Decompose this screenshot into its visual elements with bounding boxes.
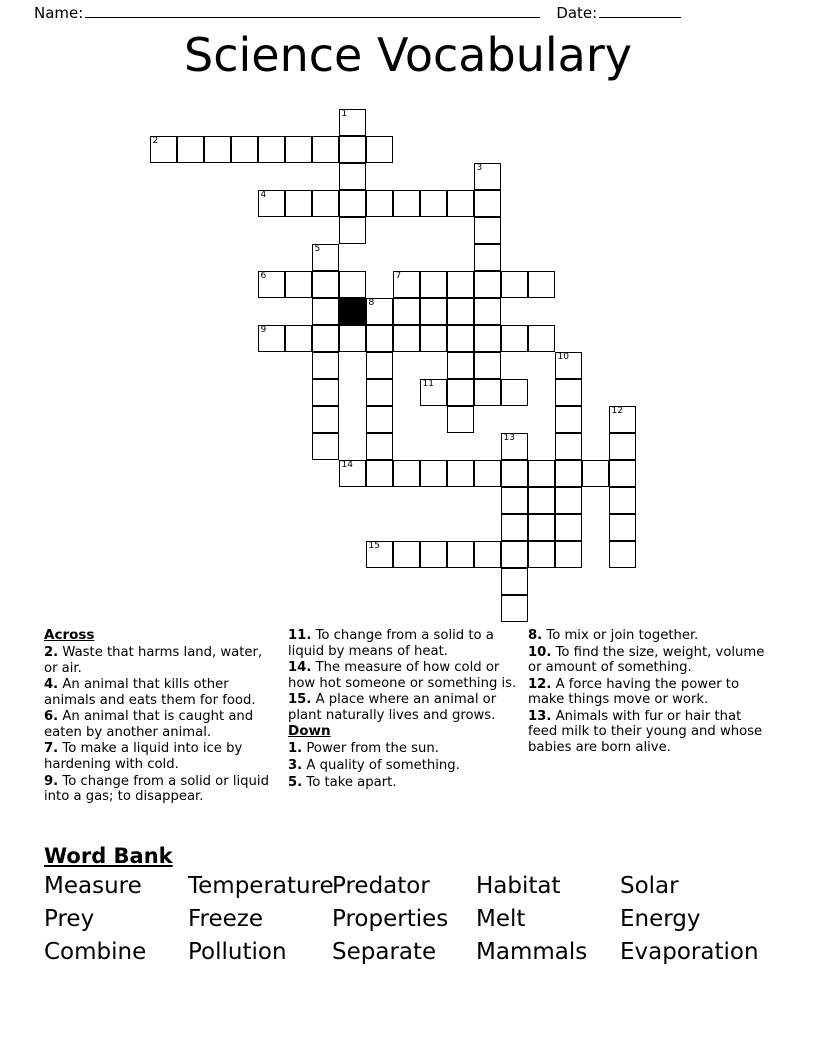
cell-number: 6: [260, 271, 267, 281]
crossword-cell[interactable]: [339, 190, 366, 217]
crossword-cell[interactable]: [339, 325, 366, 352]
crossword-cell[interactable]: [609, 541, 636, 568]
clue-text: To change from a solid or liquid into a gas; to disappear.: [44, 773, 269, 805]
crossword-cell[interactable]: [420, 541, 447, 568]
clue-number: 14.: [288, 660, 312, 676]
crossword-cell[interactable]: [501, 568, 528, 595]
crossword-cell[interactable]: [501, 541, 528, 568]
crossword-cell[interactable]: [312, 325, 339, 352]
crossword-cell[interactable]: [555, 541, 582, 568]
crossword-cell[interactable]: [393, 298, 420, 325]
crossword-cell[interactable]: [177, 136, 204, 163]
word-bank-word: Habitat: [476, 873, 561, 900]
crossword-cell[interactable]: [609, 487, 636, 514]
cell-number: 11: [422, 379, 434, 389]
crossword-cell[interactable]: [285, 190, 312, 217]
clue-number: 13.: [528, 708, 552, 724]
clue-number: 5.: [288, 774, 303, 790]
crossword-cell[interactable]: [231, 136, 258, 163]
crossword-block: [339, 298, 366, 325]
crossword-cell[interactable]: [420, 325, 447, 352]
page-title: Science Vocabulary: [184, 28, 632, 82]
cell-number: 10: [557, 352, 569, 362]
crossword-cell[interactable]: [555, 460, 582, 487]
crossword-cell[interactable]: [582, 460, 609, 487]
clue-number: 7.: [44, 741, 59, 757]
clue-down-3: [288, 758, 518, 774]
crossword-cell[interactable]: [501, 595, 528, 622]
word-bank-word: Combine: [44, 939, 147, 966]
clue-across-7: [44, 741, 278, 772]
crossword-cell[interactable]: [312, 136, 339, 163]
crossword-cell[interactable]: [366, 298, 393, 325]
crossword-cell[interactable]: [555, 487, 582, 514]
crossword-cell[interactable]: [447, 271, 474, 298]
word-bank-word: Pollution: [188, 939, 287, 966]
crossword-cell[interactable]: [312, 190, 339, 217]
clue-text: To find the size, weight, volume or amount of something.: [528, 644, 765, 676]
crossword-cell[interactable]: [501, 514, 528, 541]
word-bank-word: Freeze: [188, 906, 264, 933]
cell-number: 1: [341, 109, 348, 119]
crossword-cell[interactable]: [339, 109, 366, 136]
clue-number: 4.: [44, 677, 59, 693]
crossword-cell[interactable]: [366, 460, 393, 487]
crossword-cell[interactable]: [420, 379, 447, 406]
word-bank-word: Melt: [476, 906, 526, 933]
crossword-cell[interactable]: [474, 325, 501, 352]
clue-across-11: [288, 628, 518, 659]
word-bank-word: Prey: [44, 906, 95, 933]
clue-number: 6.: [44, 709, 59, 725]
crossword-cell[interactable]: [474, 163, 501, 190]
clue-text: Waste that harms land, water, or air.: [44, 644, 263, 676]
clue-number: 9.: [44, 773, 59, 789]
clue-section: [44, 628, 784, 806]
cell-number: 8: [368, 298, 375, 308]
clue-number: 1.: [288, 741, 303, 757]
crossword-cell[interactable]: [285, 271, 312, 298]
crossword-cell[interactable]: [258, 136, 285, 163]
crossword-cell[interactable]: [366, 406, 393, 433]
crossword-cell[interactable]: [393, 541, 420, 568]
clue-text: The measure of how cold or how hot someone or something is.: [288, 660, 517, 691]
crossword-cell[interactable]: [258, 325, 285, 352]
down-heading: Down: [288, 723, 331, 740]
crossword-cell[interactable]: [501, 487, 528, 514]
word-bank-word: Mammals: [476, 939, 588, 966]
crossword-cell[interactable]: [474, 352, 501, 379]
clue-down-5: [288, 775, 518, 791]
cell-number: 14: [341, 460, 353, 470]
crossword-cell[interactable]: [339, 163, 366, 190]
crossword-cell[interactable]: [528, 271, 555, 298]
clue-text: Animals with fur or hair that feed milk to their young and whose babies are born alive.: [528, 708, 763, 756]
crossword-cell[interactable]: [420, 271, 447, 298]
word-bank-word: Energy: [620, 906, 701, 933]
cell-number: 4: [260, 190, 267, 200]
crossword-cell[interactable]: [312, 406, 339, 433]
crossword-cell[interactable]: [258, 271, 285, 298]
crossword-cell[interactable]: [474, 460, 501, 487]
clue-column-2: [288, 628, 528, 791]
clue-across-9: [44, 774, 278, 805]
crossword-cell[interactable]: [501, 460, 528, 487]
crossword-cell[interactable]: [501, 379, 528, 406]
crossword-cell[interactable]: [420, 460, 447, 487]
word-bank: [44, 845, 784, 966]
clue-number: 2.: [44, 644, 59, 660]
crossword-cell[interactable]: [393, 271, 420, 298]
clue-text: A quality of something.: [306, 757, 460, 773]
crossword-cell[interactable]: [501, 325, 528, 352]
clue-across-15: [288, 692, 518, 723]
crossword-cell[interactable]: [501, 271, 528, 298]
crossword-cell[interactable]: [474, 379, 501, 406]
crossword-cell[interactable]: [204, 136, 231, 163]
crossword-cell[interactable]: [474, 541, 501, 568]
clue-number: 3.: [288, 757, 303, 773]
crossword-cell[interactable]: [474, 244, 501, 271]
clue-column-3: [528, 628, 778, 757]
cell-number: 12: [611, 406, 623, 416]
word-bank-word: Temperature: [188, 873, 334, 900]
crossword-cell[interactable]: [474, 190, 501, 217]
crossword-cell[interactable]: [339, 460, 366, 487]
crossword-cell[interactable]: [393, 325, 420, 352]
crossword-cell[interactable]: [528, 541, 555, 568]
crossword-cell[interactable]: [366, 433, 393, 460]
clue-down-10: [528, 645, 768, 676]
cell-number: 5: [314, 244, 321, 254]
crossword-cell[interactable]: [528, 325, 555, 352]
clue-text: An animal that is caught and eaten by another animal.: [44, 709, 254, 740]
clue-text: An animal that kills other animals and eats them for food.: [44, 677, 256, 708]
clue-down-12: [528, 677, 768, 708]
crossword-cell[interactable]: [609, 514, 636, 541]
word-bank-word: Measure: [44, 873, 142, 900]
clue-across-14: [288, 660, 518, 691]
crossword-cell[interactable]: [366, 325, 393, 352]
crossword-cell[interactable]: [447, 541, 474, 568]
cell-number: 7: [395, 271, 402, 281]
clue-number: 8.: [528, 628, 543, 643]
crossword-cell[interactable]: [339, 217, 366, 244]
cell-number: 9: [260, 325, 267, 335]
crossword-cell[interactable]: [447, 406, 474, 433]
crossword-cell[interactable]: [447, 190, 474, 217]
crossword-cell[interactable]: [447, 352, 474, 379]
clue-text: Power from the sun.: [306, 741, 439, 757]
crossword-cell[interactable]: [528, 514, 555, 541]
crossword-cell[interactable]: [366, 352, 393, 379]
clue-number: 10.: [528, 644, 552, 660]
crossword-cell[interactable]: [366, 190, 393, 217]
crossword-cell[interactable]: [528, 487, 555, 514]
clue-column-1: [44, 628, 288, 806]
crossword-cell[interactable]: [150, 136, 177, 163]
crossword-cell[interactable]: [501, 433, 528, 460]
cell-number: 3: [476, 163, 483, 173]
clue-number: 12.: [528, 676, 552, 692]
crossword-cell[interactable]: [312, 298, 339, 325]
crossword-cell[interactable]: [609, 406, 636, 433]
crossword-cell[interactable]: [366, 541, 393, 568]
word-bank-word: Solar: [620, 873, 679, 900]
crossword-cell[interactable]: [285, 325, 312, 352]
crossword-cell[interactable]: [285, 136, 312, 163]
crossword-cell[interactable]: [312, 271, 339, 298]
crossword-cell[interactable]: [447, 460, 474, 487]
crossword-cell[interactable]: [474, 217, 501, 244]
crossword-cell[interactable]: [609, 433, 636, 460]
clue-text: To make a liquid into ice by hardening with cold.: [44, 741, 243, 772]
clue-text: To take apart.: [306, 774, 397, 790]
crossword-cell[interactable]: [393, 460, 420, 487]
word-bank-word: Predator: [332, 873, 430, 900]
crossword-cell[interactable]: [528, 460, 555, 487]
crossword-cell[interactable]: [366, 136, 393, 163]
crossword-cell[interactable]: [393, 190, 420, 217]
crossword-cell[interactable]: [339, 271, 366, 298]
clue-down-8: [528, 628, 768, 644]
crossword-cell[interactable]: [474, 271, 501, 298]
word-bank-word: Properties: [332, 906, 449, 933]
word-bank-word: Separate: [332, 939, 437, 966]
crossword-cell[interactable]: [555, 433, 582, 460]
name-label: Name:: [34, 4, 84, 22]
crossword-cell[interactable]: [366, 379, 393, 406]
crossword-cell[interactable]: [555, 514, 582, 541]
crossword-cell[interactable]: [474, 298, 501, 325]
date-label: Date:: [556, 4, 598, 22]
clue-text: To mix or join together.: [546, 628, 699, 643]
crossword-cell[interactable]: [609, 460, 636, 487]
crossword-cell[interactable]: [420, 190, 447, 217]
clue-across-6: [44, 709, 278, 740]
crossword-cell[interactable]: [312, 379, 339, 406]
clue-number: 15.: [288, 692, 312, 708]
clue-down-13: [528, 709, 768, 756]
crossword-cell[interactable]: [312, 244, 339, 271]
crossword-cell[interactable]: [555, 379, 582, 406]
crossword-cell[interactable]: [420, 298, 447, 325]
crossword-cell[interactable]: [312, 352, 339, 379]
crossword-cell[interactable]: [555, 406, 582, 433]
cell-number: 15: [368, 541, 380, 551]
clue-text: A place where an animal or plant naturally lives and grows.: [288, 692, 497, 723]
clue-number: 11.: [288, 628, 312, 643]
clue-down-1: [288, 741, 518, 757]
crossword-cell[interactable]: [258, 190, 285, 217]
clue-across-4: [44, 677, 278, 708]
crossword-cell[interactable]: [447, 298, 474, 325]
cell-number: 2: [152, 136, 159, 146]
crossword-cell[interactable]: [447, 325, 474, 352]
crossword-cell[interactable]: [339, 136, 366, 163]
clue-text: A force having the power to make things move or work.: [528, 676, 740, 708]
clue-across-2: [44, 645, 278, 676]
crossword-cell[interactable]: [312, 433, 339, 460]
word-bank-title: Word Bank: [44, 844, 173, 868]
across-heading: Across: [44, 627, 95, 643]
crossword-cell[interactable]: [447, 379, 474, 406]
crossword-cell[interactable]: [555, 352, 582, 379]
word-bank-list: [44, 872, 784, 966]
word-bank-word: Evaporation: [620, 939, 759, 966]
clue-text: To change from a solid to a liquid by means of heat.: [288, 628, 494, 659]
cell-number: 13: [503, 433, 515, 443]
